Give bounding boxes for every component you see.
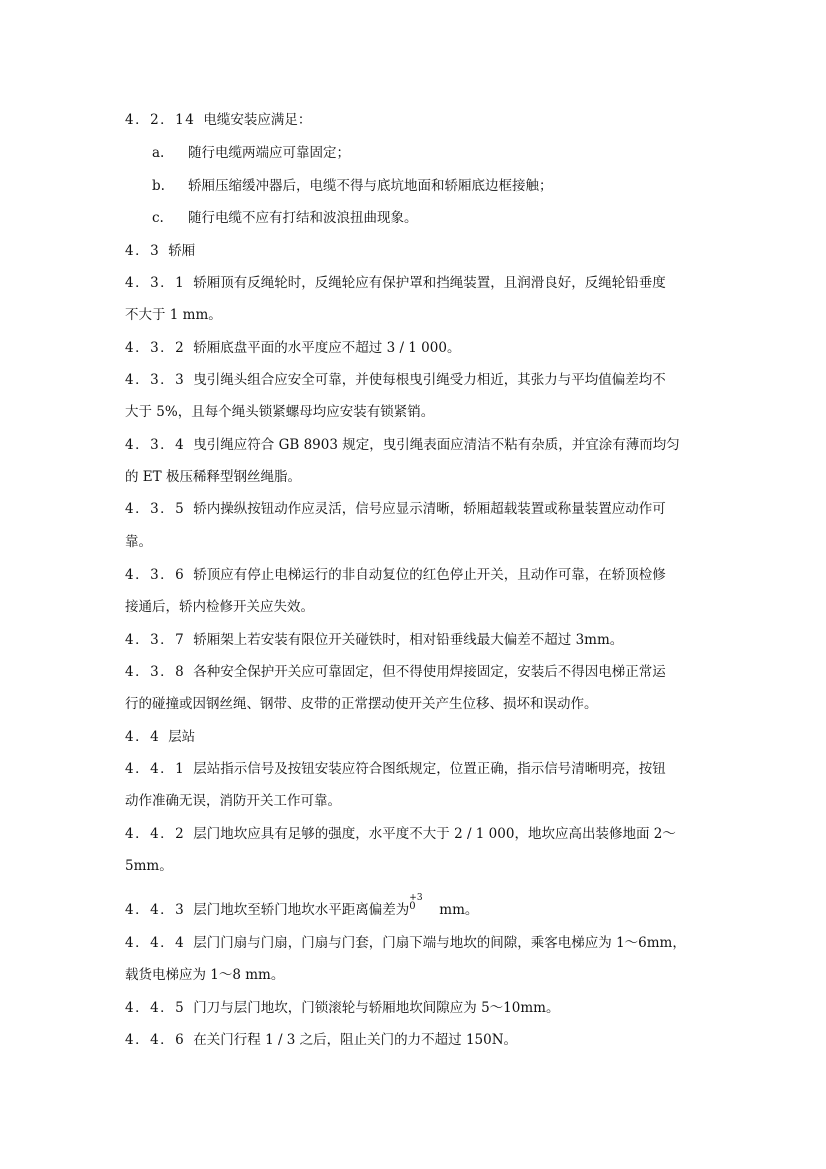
section-4-3-heading	[125, 242, 195, 260]
clause-text: 层门地坎应具有足够的强度，水平度不大于 2 / 1 000，地坎应高出装修地面 2～	[193, 826, 676, 842]
clause-number: 4．3．7	[125, 632, 186, 648]
unit-text: mm。	[439, 902, 479, 918]
clause-continuation	[125, 533, 152, 551]
list-label: c.	[152, 210, 164, 226]
clause-number: 4．3．4	[125, 437, 186, 453]
clause-text: 层站指示信号及按钮安装应符合图纸规定，位置正确，指示信号清晰明亮，按钮	[193, 761, 666, 777]
clause-4-3-3	[125, 371, 666, 389]
clause-4-3-7	[125, 631, 623, 649]
clause-number: 4．4．6	[125, 1032, 186, 1048]
clause-continuation	[125, 792, 341, 810]
clause-4-4-6	[125, 1031, 517, 1049]
section-4-4-heading	[125, 728, 195, 746]
clause-text: 靠。	[125, 534, 152, 550]
clause-text: 层门门扇与门扇，门扇与门套，门扇下端与地坎的间隙，乘客电梯应为 1～6mm，	[193, 935, 686, 951]
clause-text: 门刀与层门地坎，门锁滚轮与轿厢地坎间隙应为 5～10mm。	[193, 1000, 560, 1016]
clause-text: 轿厢顶有反绳轮时，反绳轮应有保护罩和挡绳装置，且润滑良好，反绳轮铅垂度	[193, 275, 666, 291]
clause-text: 轿内操纵按钮动作应灵活，信号应显示清晰，轿厢超载装置或称量装置应动作可	[193, 501, 666, 517]
clause-4-3-2	[125, 339, 460, 357]
clause-number: 4．3．3	[125, 372, 186, 388]
clause-text: 曳引绳头组合应安全可靠，并使每根曳引绳受力相近，其张力与平均值偏差均不	[193, 372, 666, 388]
section-title: 层站	[168, 729, 196, 745]
tolerance-value	[409, 893, 439, 919]
list-item-c	[152, 209, 418, 227]
list-label: b.	[152, 178, 165, 194]
clause-text: 轿厢底盘平面的水平度应不超过 3 / 1 000。	[193, 340, 461, 356]
clause-number: 4．3．8	[125, 664, 186, 680]
clause-text: 电缆安装应满足：	[203, 112, 312, 128]
clause-4-4-3	[125, 893, 479, 919]
list-item-a	[152, 144, 350, 162]
clause-4-3-4	[125, 436, 680, 454]
clause-continuation	[125, 695, 598, 713]
clause-number: 4．2．14	[125, 112, 196, 128]
clause-number: 4．3．5	[125, 501, 186, 517]
list-text: 随行电缆不应有打结和波浪扭曲现象。	[188, 210, 418, 226]
clause-text: 曳引绳应符合 GB 8903 规定，曳引绳表面应清洁不粘有杂质，并宜涂有薄而均匀	[193, 437, 680, 453]
clause-text: 轿顶应有停止电梯运行的非自动复位的红色停止开关，且动作可靠，在轿顶检修	[193, 567, 666, 583]
tolerance-lower: 0	[409, 901, 416, 912]
clause-4-4-2	[125, 825, 676, 843]
clause-4-3-5	[125, 500, 666, 518]
clause-number: 4．4．2	[125, 826, 186, 842]
clause-text: 在关门行程 1 / 3 之后，阻止关门的力不超过 150N。	[193, 1032, 518, 1048]
clause-text: 不大于 1 mm。	[125, 307, 222, 323]
clause-text: 行的碰撞或因钢丝绳、钢带、皮带的正常摆动使开关产生位移、损坏和误动作。	[125, 696, 598, 712]
clause-4-4-5	[125, 999, 559, 1017]
clause-number: 4．4．5	[125, 1000, 186, 1016]
clause-4-3-6	[125, 566, 666, 584]
list-item-b	[152, 177, 553, 195]
clause-number: 4．4．4	[125, 935, 186, 951]
clause-text: 接通后，轿内检修开关应失效。	[125, 599, 314, 615]
clause-text: 5mm。	[125, 858, 173, 874]
clause-continuation	[125, 857, 173, 875]
list-text: 轿厢压缩缓冲器后，电缆不得与底坑地面和轿厢底边框接触；	[188, 178, 553, 194]
section-title: 轿厢	[168, 243, 196, 259]
clause-number: 4．3．6	[125, 567, 186, 583]
clause-4-3-8	[125, 663, 666, 681]
clause-text: 大于 5%，且每个绳头锁紧螺母均应安装有锁紧销。	[125, 404, 435, 420]
clause-4-2-14	[125, 111, 311, 129]
clause-text: 各种安全保护开关应可靠固定，但不得使用焊接固定，安装后不得因电梯正常运	[193, 664, 666, 680]
clause-text: 载货电梯应为 1～8 mm。	[125, 967, 285, 983]
clause-number: 4．4．3	[125, 902, 186, 918]
list-label: a.	[152, 145, 165, 161]
clause-number: 4．4．1	[125, 761, 186, 777]
clause-4-4-4	[125, 934, 686, 952]
clause-continuation	[125, 403, 434, 421]
tolerance-upper: +3	[409, 893, 423, 903]
clause-continuation	[125, 468, 301, 486]
clause-text: 层门地坎至轿门地坎水平距离偏差为	[193, 902, 410, 918]
clause-continuation	[125, 598, 314, 616]
list-text: 随行电缆两端应可靠固定；	[188, 145, 350, 161]
clause-4-4-1	[125, 760, 666, 778]
clause-continuation	[125, 966, 284, 984]
section-number: 4．4	[125, 729, 161, 745]
clause-text: 的 ET 极压稀释型钢丝绳脂。	[125, 469, 301, 485]
clause-number: 4．3．2	[125, 340, 186, 356]
clause-text: 动作准确无误，消防开关工作可靠。	[125, 793, 341, 809]
clause-text: 轿厢架上若安装有限位开关碰铁时，相对铅垂线最大偏差不超过 3mm。	[193, 632, 624, 648]
clause-4-3-1	[125, 274, 666, 292]
section-number: 4．3	[125, 243, 161, 259]
clause-number: 4．3．1	[125, 275, 186, 291]
clause-continuation	[125, 306, 222, 324]
